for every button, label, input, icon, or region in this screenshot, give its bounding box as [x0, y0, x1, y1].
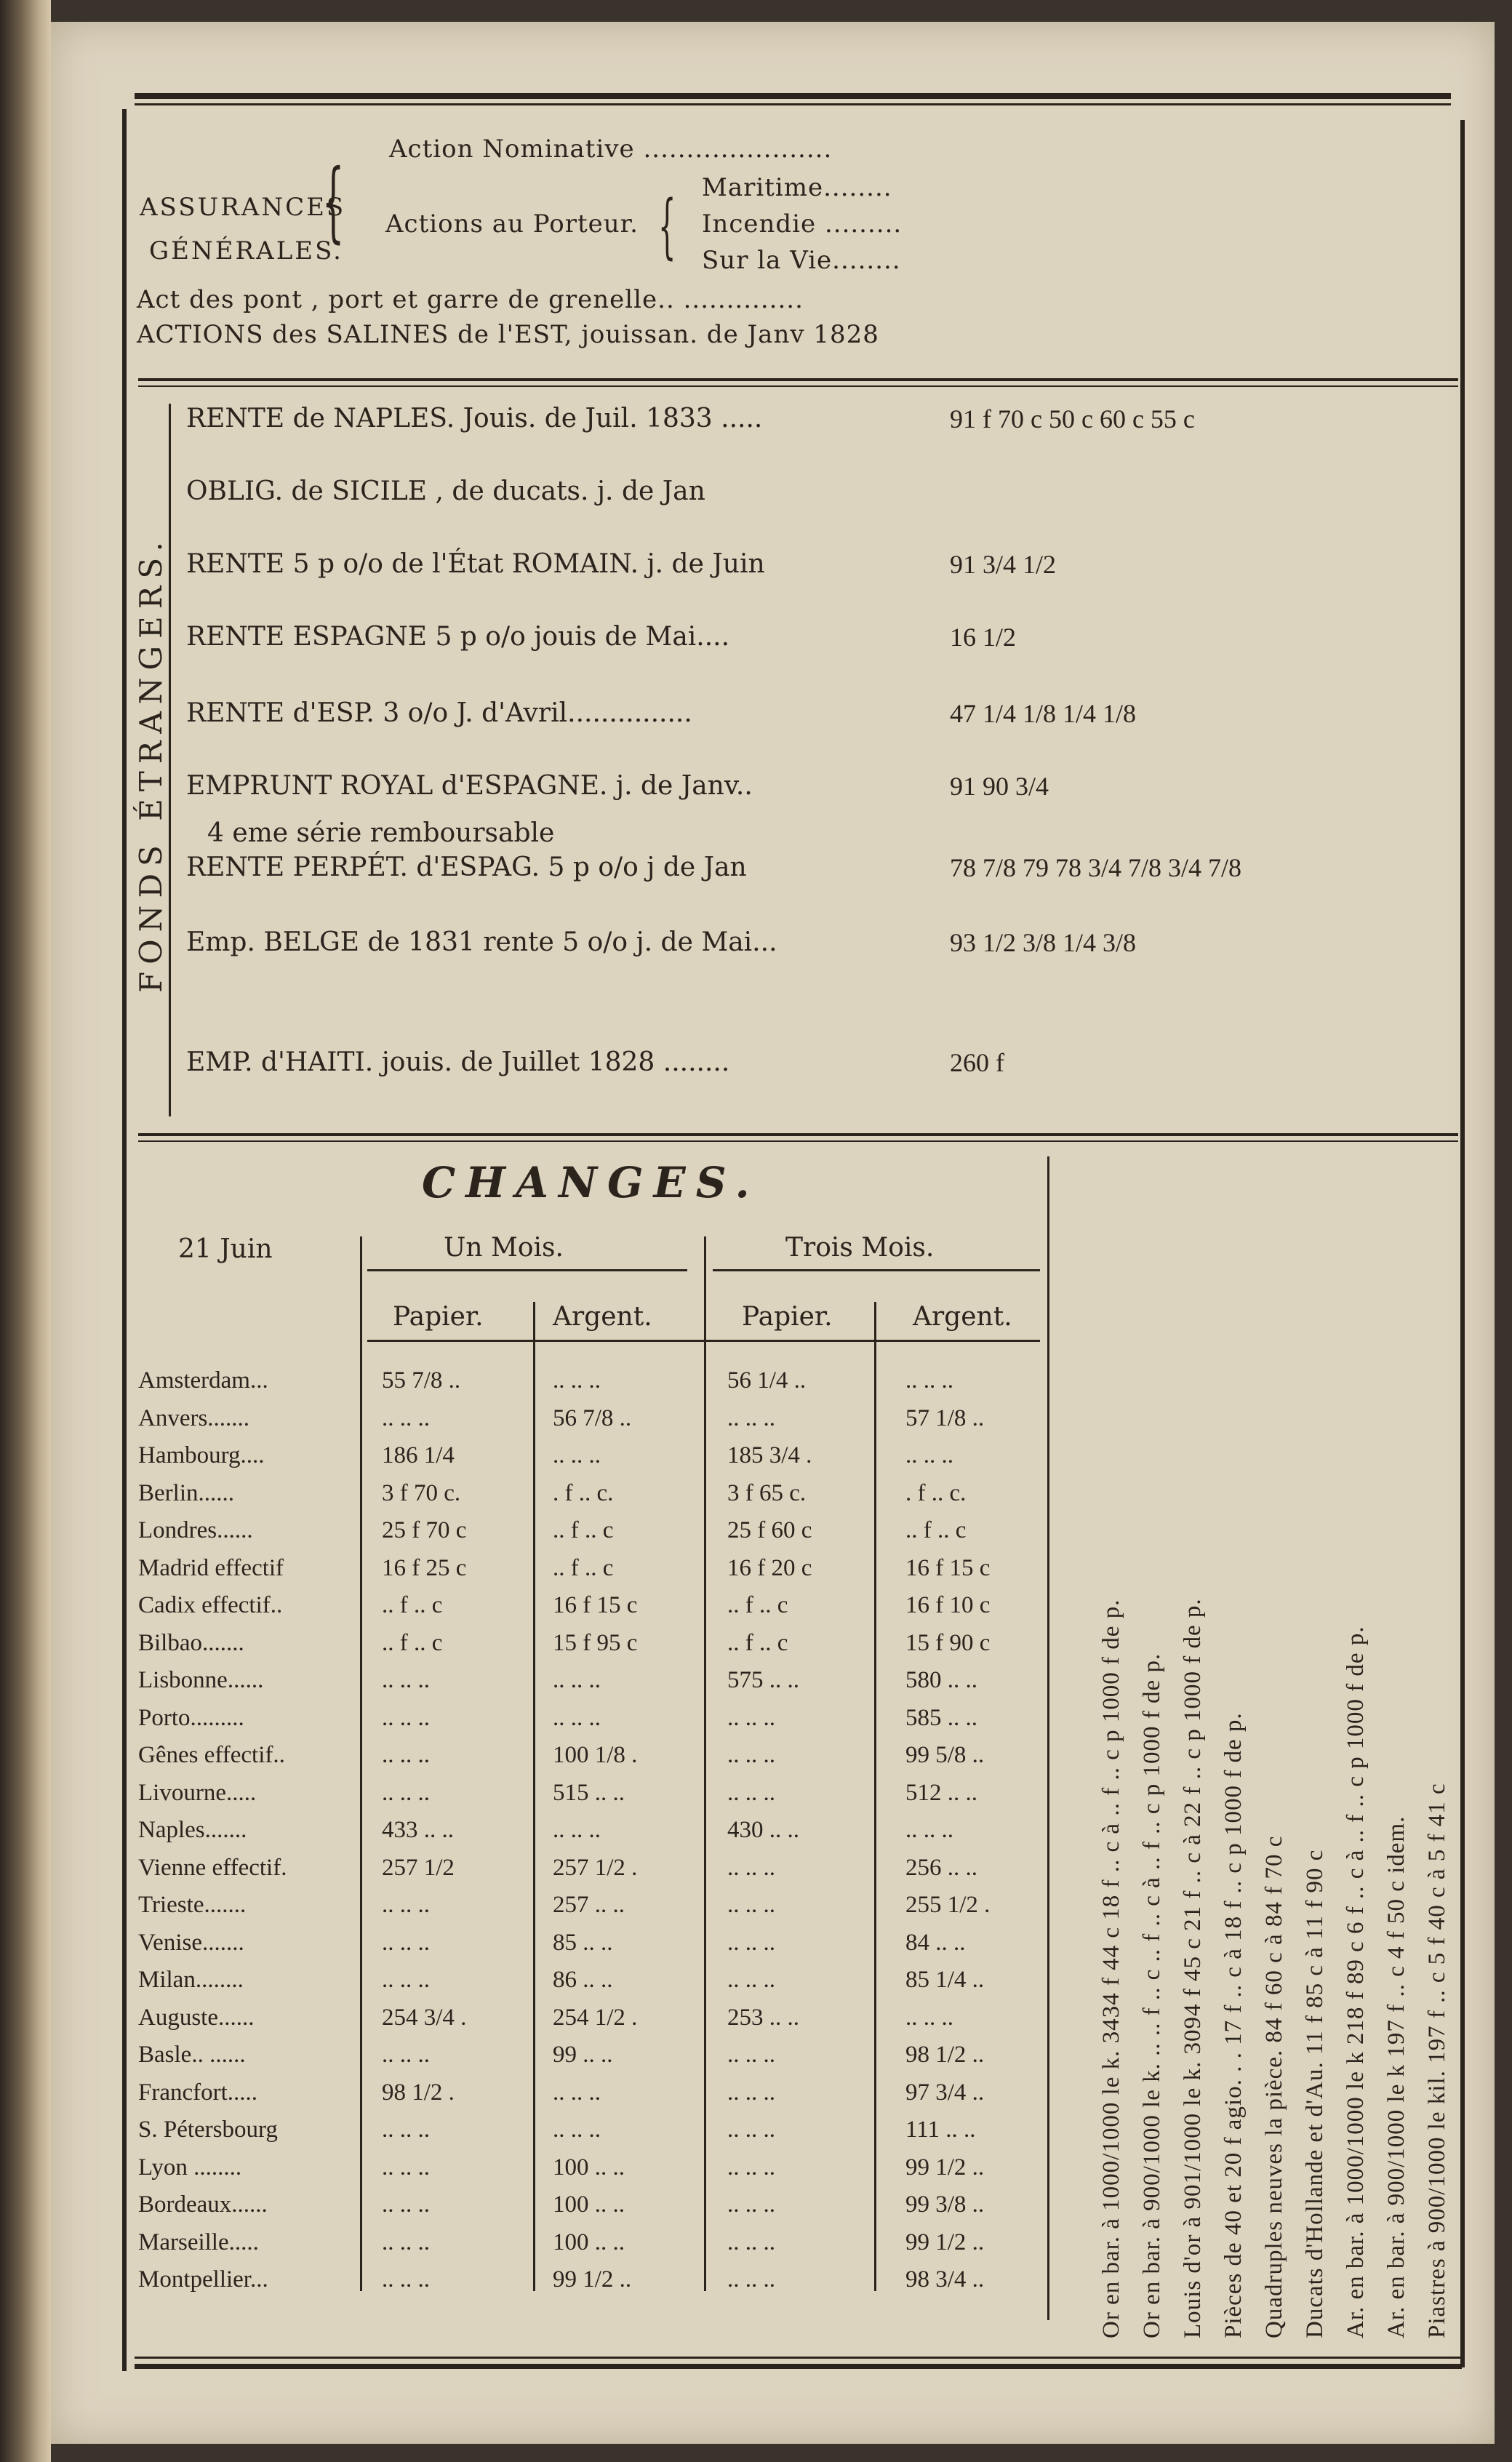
assur-nominative: Action Nominative ...................... — [389, 135, 833, 164]
fonds-row-value: 260 f — [950, 1048, 1004, 1077]
changes-cell-u-pap: .. .. .. — [382, 2042, 430, 2068]
bottom-rule — [135, 2357, 1462, 2359]
metaux-line: Pièces de 40 et 20 f agio. . . 17 f .. c à 18 f .. c p 1000 f de p. — [1220, 1712, 1247, 2338]
changes-cell-city: Amsterdam... — [138, 1367, 268, 1394]
changes-cell-u-pap: 25 f 70 c — [382, 1517, 467, 1543]
trois-mois-underline — [713, 1269, 1040, 1271]
changes-cell-t-arg: 99 1/2 .. — [905, 2229, 985, 2255]
changes-cell-city: Madrid effectif — [138, 1554, 284, 1581]
changes-cell-u-arg: 515 .. .. — [553, 1779, 625, 1806]
changes-cell-u-arg: .. .. .. — [553, 2117, 601, 2143]
changes-cell-city: Auguste...... — [138, 2004, 255, 2031]
changes-cell-u-arg: 257 .. .. — [553, 1892, 625, 1918]
changes-cell-u-arg: .. .. .. — [553, 1817, 601, 1843]
header-un-mois: Un Mois. — [444, 1233, 564, 1263]
metaux-line: Quadruples neuves la pièce. 84 f 60 c à 84 f 70 c — [1261, 1835, 1287, 2338]
changes-cell-u-pap: .. f .. c — [382, 1629, 443, 1656]
fonds-row-label: RENTE ESPAGNE 5 p o/o jouis de Mai.... — [186, 622, 730, 652]
changes-cell-t-arg: 99 3/8 .. — [905, 2191, 985, 2218]
changes-cell-t-arg: 111 .. .. — [905, 2117, 976, 2143]
changes-title: CHANGES. — [422, 1158, 760, 1207]
assur-title-2: GÉNÉRALES. — [149, 236, 343, 265]
changes-cell-t-pap: 3 f 65 c. — [727, 1479, 807, 1506]
changes-cell-u-pap: 3 f 70 c. — [382, 1479, 461, 1506]
changes-cell-t-pap: .. .. .. — [727, 1892, 775, 1918]
changes-cell-u-pap: 433 .. .. — [382, 1817, 454, 1843]
changes-cell-t-pap: .. .. .. — [727, 2229, 775, 2255]
changes-cell-city: Bordeaux...... — [138, 2191, 268, 2218]
changes-cell-u-arg: 100 .. .. — [553, 2191, 625, 2218]
fonds-side-label: FONDS ÉTRANGERS. — [133, 535, 169, 993]
fonds-row-label: OBLIG. de SICILE , de ducats. j. de Jan — [186, 476, 705, 506]
changes-cell-city: Venise....... — [138, 1929, 244, 1956]
changes-cell-t-pap: 185 3/4 . — [727, 1442, 812, 1468]
changes-cell-t-pap: .. f .. c — [727, 1629, 788, 1656]
col-divider-city — [360, 1236, 362, 2291]
changes-cell-t-arg: 57 1/8 .. — [905, 1404, 985, 1431]
changes-cell-u-arg: .. .. .. — [553, 1704, 601, 1731]
changes-cell-u-pap: 186 1/4 — [382, 1442, 455, 1468]
changes-cell-t-arg: .. f .. c — [905, 1517, 967, 1543]
metaux-line: Louis d'or à 901/1000 le k. 3094 f 45 c 21 f .. c à 22 f .. c p 1000 f de p. — [1180, 1598, 1206, 2338]
header-trois-mois: Trois Mois. — [785, 1233, 935, 1263]
changes-cell-t-arg: 16 f 10 c — [905, 1592, 991, 1618]
fonds-row-label: Emp. BELGE de 1831 rente 5 o/o j. de Mai... — [186, 927, 777, 957]
changes-cell-t-pap: .. .. .. — [727, 2079, 775, 2106]
changes-cell-city: Basle.. ...... — [138, 2042, 246, 2068]
changes-cell-city: Lisbonne...... — [138, 1667, 264, 1693]
changes-cell-t-arg: 256 .. .. — [905, 1854, 977, 1881]
changes-cell-t-pap: 253 .. .. — [727, 2004, 799, 2031]
changes-cell-u-arg: .. f .. c — [553, 1517, 614, 1543]
changes-cell-u-arg: 99 1/2 .. — [553, 2266, 632, 2293]
changes-cell-t-arg: .. .. .. — [905, 1817, 953, 1843]
changes-cell-t-arg: . f .. c. — [905, 1479, 967, 1506]
changes-cell-city: Marseille..... — [138, 2229, 259, 2255]
assur-pont: Act des pont , port et garre de grenelle.. .............. — [137, 285, 804, 314]
changes-cell-t-pap: .. f .. c — [727, 1592, 788, 1618]
fonds-row-label: RENTE 5 p o/o de l'État ROMAIN. j. de Juin — [186, 549, 765, 579]
changes-cell-u-arg: 100 1/8 . — [553, 1742, 638, 1768]
changes-cell-u-pap: 55 7/8 .. — [382, 1367, 461, 1394]
changes-cell-t-pap: .. .. .. — [727, 1742, 775, 1768]
changes-cell-t-pap: 56 1/4 .. — [727, 1367, 807, 1394]
changes-cell-t-arg: 97 3/4 .. — [905, 2079, 985, 2106]
changes-cell-t-pap: .. .. .. — [727, 2042, 775, 2068]
changes-cell-u-arg: 16 f 15 c — [553, 1592, 638, 1618]
changes-cell-u-arg: 56 7/8 .. — [553, 1404, 632, 1431]
fonds-row-label: RENTE de NAPLES. Jouis. de Juil. 1833 ..... — [186, 404, 763, 433]
changes-cell-u-arg: .. .. .. — [553, 2079, 601, 2106]
changes-cell-t-pap: .. .. .. — [727, 1779, 775, 1806]
changes-cell-city: Livourne..... — [138, 1779, 257, 1806]
assur-maritime: Maritime........ — [702, 173, 892, 202]
changes-cell-city: S. Pétersbourg — [138, 2117, 278, 2143]
top-rule-thin — [135, 103, 1451, 105]
changes-cell-u-pap: .. .. .. — [382, 1667, 430, 1693]
changes-cell-u-arg: .. f .. c — [553, 1554, 614, 1581]
fonds-row-value: 47 1/4 1/8 1/4 1/8 — [950, 699, 1137, 728]
changes-cell-t-arg: 255 1/2 . — [905, 1892, 991, 1918]
metaux-line: Or en bar. à 1000/1000 le k. 3434 f 44 c 18 f .. c à .. f .. c p 1000 f de p. — [1098, 1599, 1124, 2338]
changes-cell-t-pap: .. .. .. — [727, 1967, 775, 1993]
changes-cell-u-arg: .. .. .. — [553, 1367, 601, 1394]
changes-top-rule-2 — [138, 1140, 1458, 1142]
assur-bottom-rule-2 — [138, 385, 1458, 387]
header-un-papier: Papier. — [393, 1302, 484, 1332]
bottom-rule-2 — [135, 2364, 1462, 2369]
changes-cell-u-pap: .. .. .. — [382, 1704, 430, 1731]
changes-cell-city: Hambourg.... — [138, 1442, 265, 1468]
top-rule — [135, 93, 1451, 99]
changes-cell-u-pap: 254 3/4 . — [382, 2004, 467, 2031]
changes-cell-u-arg: 85 .. .. — [553, 1929, 613, 1956]
changes-cell-t-arg: 15 f 90 c — [905, 1629, 991, 1656]
changes-cell-city: Cadix effectif.. — [138, 1592, 283, 1618]
fonds-row-value: 91 f 70 c 50 c 60 c 55 c — [950, 404, 1195, 433]
changes-cell-t-arg: 16 f 15 c — [905, 1554, 991, 1581]
changes-cell-city: Berlin...... — [138, 1479, 234, 1506]
changes-cell-city: Porto......... — [138, 1704, 244, 1731]
changes-cell-t-pap: .. .. .. — [727, 2154, 775, 2181]
changes-cell-city: Trieste....... — [138, 1892, 247, 1918]
changes-cell-t-arg: .. .. .. — [905, 1442, 953, 1468]
changes-cell-t-pap: .. .. .. — [727, 2191, 775, 2218]
assur-vie: Sur la Vie........ — [702, 246, 901, 275]
assur-porteur: Actions au Porteur. — [385, 209, 639, 239]
fonds-row-label: 4 eme série remboursable — [207, 818, 555, 848]
fonds-row-label: EMP. d'HAITI. jouis. de Juillet 1828 ........ — [186, 1047, 730, 1077]
fonds-row-label: RENTE PERPÉT. d'ESPAG. 5 p o/o j de Jan — [186, 852, 747, 882]
col-divider-metaux — [1047, 1156, 1049, 2320]
metaux-line: Ar. en bar. à 900/1000 le k 197 f .. c 4 f 50 c idem. — [1383, 1815, 1409, 2338]
changes-cell-u-pap: .. f .. c — [382, 1592, 443, 1618]
changes-cell-u-arg: 100 .. .. — [553, 2229, 625, 2255]
fonds-row-value: 16 1/2 — [950, 623, 1017, 652]
changes-cell-u-pap: .. .. .. — [382, 1742, 430, 1768]
changes-cell-t-pap: 430 .. .. — [727, 1817, 799, 1843]
changes-cell-u-arg: . f .. c. — [553, 1479, 614, 1506]
changes-cell-t-arg: 99 1/2 .. — [905, 2154, 985, 2181]
fonds-row-value: 93 1/2 3/8 1/4 3/8 — [950, 928, 1137, 957]
header-un-argent: Argent. — [553, 1302, 652, 1332]
changes-cell-u-pap: 98 1/2 . — [382, 2079, 455, 2106]
un-mois-underline — [367, 1269, 687, 1271]
changes-cell-u-pap: 257 1/2 — [382, 1854, 455, 1881]
changes-cell-t-arg: 84 .. .. — [905, 1929, 966, 1956]
changes-cell-u-pap: .. .. .. — [382, 1967, 430, 1993]
assur-title-1: ASSURANCES — [140, 193, 346, 222]
fonds-divider — [169, 404, 171, 1116]
frame-right — [1460, 120, 1465, 2367]
changes-cell-u-pap: .. .. .. — [382, 1404, 430, 1431]
col-divider-trois — [874, 1302, 876, 2291]
changes-cell-t-arg: .. .. .. — [905, 2004, 953, 2031]
changes-cell-u-pap: .. .. .. — [382, 1779, 430, 1806]
changes-top-rule — [138, 1133, 1458, 1136]
fonds-row-label: EMPRUNT ROYAL d'ESPAGNE. j. de Janv.. — [186, 771, 753, 801]
changes-cell-t-pap: .. .. .. — [727, 2266, 775, 2293]
changes-cell-u-arg: 257 1/2 . — [553, 1854, 638, 1881]
changes-cell-t-arg: 98 3/4 .. — [905, 2266, 985, 2293]
changes-cell-u-arg: .. .. .. — [553, 1442, 601, 1468]
changes-cell-city: Montpellier... — [138, 2266, 268, 2293]
changes-cell-city: Londres...... — [138, 1517, 253, 1543]
changes-cell-u-pap: .. .. .. — [382, 2191, 430, 2218]
metaux-line: Or en bar. à 900/1000 le k. .. .. f .. c .. f .. c à .. f .. c p 1000 f de p. — [1139, 1652, 1165, 2338]
changes-cell-t-pap: .. .. .. — [727, 1704, 775, 1731]
fonds-row-value: 91 90 3/4 — [950, 772, 1049, 801]
assur-salines: ACTIONS des SALINES de l'EST, jouissan. de Janv 1828 — [137, 320, 879, 349]
changes-cell-u-arg: 15 f 95 c — [553, 1629, 638, 1656]
changes-cell-u-pap: .. .. .. — [382, 2266, 430, 2293]
changes-cell-city: Naples....... — [138, 1817, 247, 1843]
changes-cell-t-pap: 25 f 60 c — [727, 1517, 812, 1543]
changes-cell-t-arg: 98 1/2 .. — [905, 2042, 985, 2068]
changes-cell-u-pap: 16 f 25 c — [382, 1554, 467, 1581]
changes-cell-u-arg: 254 1/2 . — [553, 2004, 638, 2031]
frame-left — [122, 109, 127, 2371]
changes-cell-u-arg: 100 .. .. — [553, 2154, 625, 2181]
changes-cell-city: Anvers....... — [138, 1404, 250, 1431]
changes-cell-city: Bilbao....... — [138, 1629, 244, 1656]
changes-cell-u-pap: .. .. .. — [382, 2117, 430, 2143]
changes-cell-t-arg: 85 1/4 .. — [905, 1967, 985, 1993]
changes-cell-city: Francfort..... — [138, 2079, 258, 2106]
book-spine — [0, 0, 51, 2462]
changes-cell-u-pap: .. .. .. — [382, 1929, 430, 1956]
changes-cell-t-pap: .. .. .. — [727, 1404, 775, 1431]
changes-cell-city: Lyon ........ — [138, 2154, 242, 2181]
changes-cell-city: Vienne effectif. — [138, 1854, 287, 1881]
changes-cell-u-arg: 99 .. .. — [553, 2042, 613, 2068]
changes-date: 21 Juin — [178, 1234, 273, 1264]
changes-cell-u-arg: .. .. .. — [553, 1667, 601, 1693]
changes-cell-t-pap: .. .. .. — [727, 1929, 775, 1956]
header-trois-argent: Argent. — [913, 1302, 1012, 1332]
metaux-line: Ducats d'Hollande et d'Au. 11 f 85 c à 11 f 90 c — [1302, 1849, 1328, 2338]
changes-cell-t-arg: .. .. .. — [905, 1367, 953, 1394]
assur-incendie: Incendie ......... — [702, 209, 903, 239]
col-divider-mid — [704, 1236, 706, 2291]
fonds-row-value: 91 3/4 1/2 — [950, 550, 1057, 579]
assur-brace-left: { — [321, 151, 345, 252]
fonds-row-label: RENTE d'ESP. 3 o/o J. d'Avril............... — [186, 698, 692, 728]
changes-cell-city: Milan........ — [138, 1967, 244, 1993]
changes-cell-u-pap: .. .. .. — [382, 2154, 430, 2181]
col-divider-un — [533, 1302, 535, 2291]
assur-brace-right: { — [658, 185, 676, 267]
metaux-line: Ar. en bar. à 1000/1000 le k 218 f 89 c 6 f .. c à .. f .. c p 1000 f de p. — [1343, 1626, 1369, 2338]
changes-cell-t-arg: 99 5/8 .. — [905, 1742, 985, 1768]
changes-cell-t-arg: 512 .. .. — [905, 1779, 977, 1806]
changes-cell-t-arg: 585 .. .. — [905, 1704, 977, 1731]
changes-cell-u-arg: 86 .. .. — [553, 1967, 613, 1993]
changes-cell-t-pap: .. .. .. — [727, 1854, 775, 1881]
changes-cell-city: Gênes effectif.. — [138, 1742, 285, 1768]
metaux-line: Piastres à 900/1000 le kil. 197 f .. c 5 f 40 c à 5 f 41 c — [1424, 1783, 1450, 2338]
changes-cell-t-pap: 575 .. .. — [727, 1667, 799, 1693]
header-trois-papier: Papier. — [742, 1302, 833, 1332]
assur-bottom-rule — [138, 378, 1458, 381]
changes-cell-t-arg: 580 .. .. — [905, 1667, 977, 1693]
changes-cell-t-pap: .. .. .. — [727, 2117, 775, 2143]
changes-cell-u-pap: .. .. .. — [382, 2229, 430, 2255]
changes-cell-t-pap: 16 f 20 c — [727, 1554, 812, 1581]
changes-cell-u-pap: .. .. .. — [382, 1892, 430, 1918]
fonds-row-value: 78 7/8 79 78 3/4 7/8 3/4 7/8 — [950, 853, 1242, 882]
